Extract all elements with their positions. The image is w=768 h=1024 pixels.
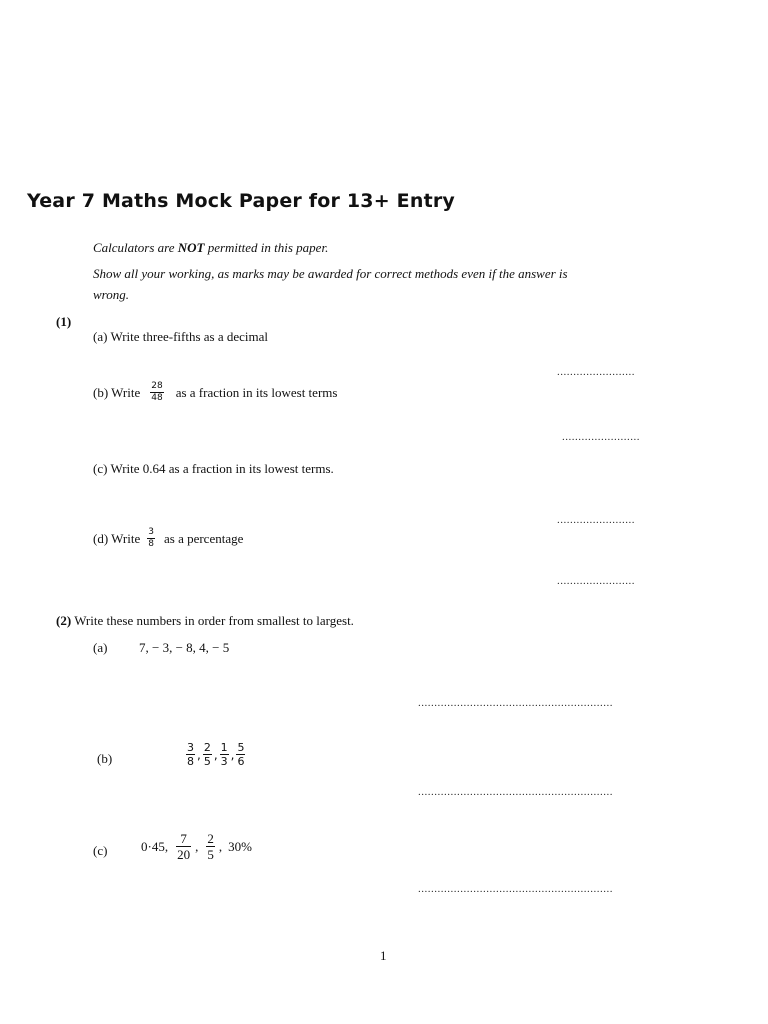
answer-line-2b: ............................................................ <box>418 786 613 798</box>
fraction-2-5 <box>203 742 212 767</box>
question-2-number: (2) <box>56 613 72 628</box>
question-1b <box>93 382 337 403</box>
fraction-numerator: 5 <box>237 741 245 754</box>
question-1d-pre: (d) Write <box>93 530 141 546</box>
fraction-7-20 <box>176 832 191 861</box>
comma: , <box>213 747 218 762</box>
question-1b-pre: (b) Write <box>93 384 141 400</box>
value-30-percent: 30% <box>228 838 252 854</box>
fraction-denominator: 8 <box>187 755 194 768</box>
question-2b-label: (b) <box>97 751 113 766</box>
question-2-text: Write these numbers in order from smallest to largest. <box>74 613 354 628</box>
question-1a: (a) Write three-fifths as a decimal <box>93 329 269 344</box>
fraction-3-8 <box>186 742 195 767</box>
fraction-denominator: 5 <box>207 847 214 862</box>
comma: , <box>195 838 199 854</box>
fraction-denominator: 5 <box>203 755 211 768</box>
answer-line-2a: ............................................................ <box>418 697 613 709</box>
fraction-numerator: 3 <box>148 527 154 537</box>
fraction-denominator: 3 <box>220 755 228 768</box>
question-1-number: (1) <box>56 314 72 329</box>
fraction-numerator: 3 <box>187 741 194 754</box>
instruction-calculators-post: permitted in this paper. <box>204 240 329 255</box>
fraction-denominator: 6 <box>237 755 245 768</box>
fraction-denominator: 8 <box>148 539 154 549</box>
question-1d-post: as a percentage <box>163 530 244 546</box>
instruction-working-line1: Show all your working, as marks may be awarded for correct methods even if the answer is <box>93 266 568 281</box>
page-number: 1 <box>380 948 387 963</box>
fraction-denominator: 20 <box>177 847 191 862</box>
fraction-3-8 <box>147 528 155 549</box>
question-2a-values: 7, − 3, − 8, 4, − 5 <box>139 640 230 655</box>
fraction-5-6 <box>236 742 245 767</box>
comma: , <box>197 747 201 762</box>
fraction-1-3 <box>220 742 229 767</box>
comma: , <box>230 747 235 762</box>
fraction-numerator: 7 <box>180 831 187 846</box>
instruction-not: NOT <box>177 240 205 255</box>
value-0-45: 0·45, <box>141 838 169 854</box>
fraction-2-5 <box>206 832 215 861</box>
question-2 <box>56 613 354 629</box>
question-2a-label: (a) <box>93 640 108 655</box>
question-1b-post: as a fraction in its lowest terms <box>175 384 338 400</box>
page-title: Year 7 Maths Mock Paper for 13+ Entry <box>27 190 456 212</box>
answer-line-1a: ........................ <box>557 366 635 378</box>
question-1c: (c) Write 0.64 as a fraction in its lowest terms. <box>93 461 334 476</box>
fraction-numerator: 2 <box>203 741 211 754</box>
fraction-numerator: 28 <box>151 381 163 391</box>
question-1d <box>93 528 243 549</box>
answer-line-1b: ........................ <box>562 431 640 443</box>
instruction-working-line2: wrong. <box>93 287 129 302</box>
fraction-numerator: 2 <box>207 831 214 846</box>
instruction-calculators-pre: Calculators are <box>93 240 178 255</box>
instruction-calculators <box>93 240 328 256</box>
answer-line-1c: ........................ <box>557 514 635 526</box>
fraction-numerator: 1 <box>220 741 228 754</box>
fraction-denominator: 48 <box>151 393 163 403</box>
answer-line-2c: ............................................................ <box>418 883 613 895</box>
question-2c-values <box>141 832 252 861</box>
fraction-28-48 <box>150 382 163 403</box>
question-2c-label: (c) <box>93 843 108 858</box>
comma: , <box>218 838 223 854</box>
question-2b-fractions <box>184 742 247 767</box>
answer-line-1d: ........................ <box>557 575 635 587</box>
